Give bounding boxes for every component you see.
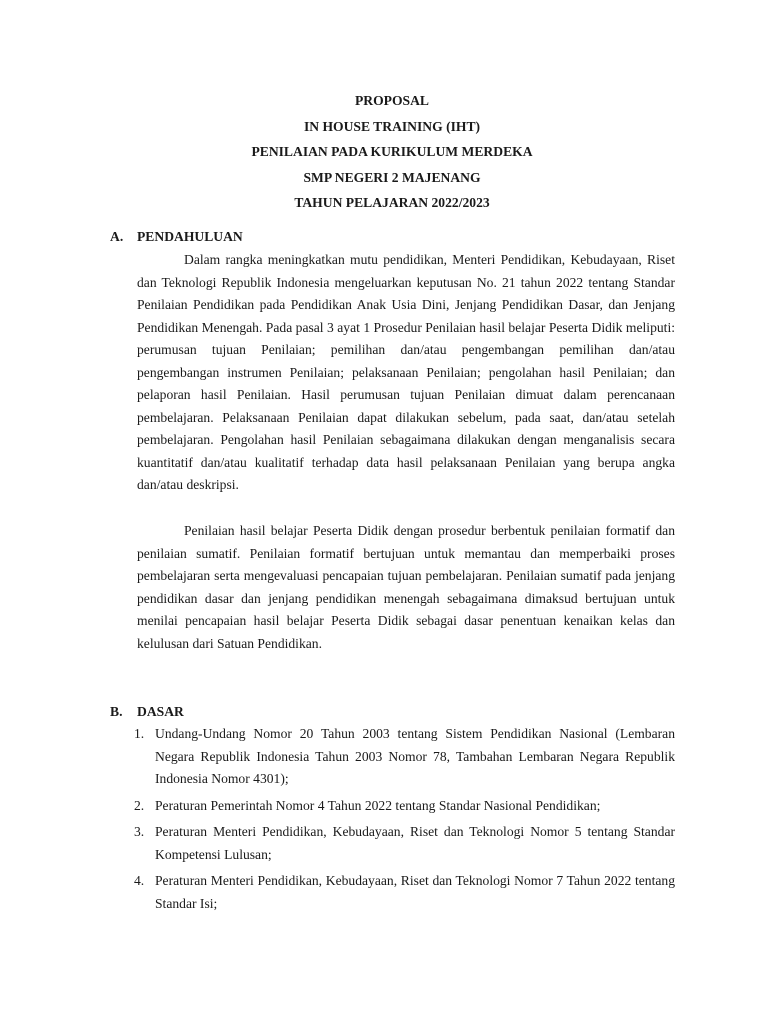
title-line-4: SMP NEGERI 2 MAJENANG (303, 169, 481, 185)
list-item (134, 870, 675, 915)
list-item-number: 4. (134, 873, 145, 888)
list-item (134, 795, 675, 818)
section-b-title: DASAR (137, 704, 184, 719)
section-a-paragraph-2: Penilaian hasil belajar Peserta Didik dengan prosedur berbentuk penilaian formatif dan penilaian sumatif. Penilaian formatif bertujuan untuk memantau dan memperbaiki proses pembelajaran serta mengevaluasi pencapaian tujuan pembelajaran. Penilaian sumatif pada jenjang pendidikan dasar dan jenjang pendidikan menengah sebagaimana dimaksud bertujuan untuk menilai pencapaian hasil belajar Peserta Didik sebagai dasar penentuan kenaikan kelas dan kelulusan dari Satuan Pendidikan. (137, 523, 675, 651)
section-a-heading (110, 228, 243, 246)
title-line-3: PENILAIAN PADA KURIKULUM MERDEKA (251, 144, 533, 159)
document-title (0, 88, 768, 216)
section-a-paragraph-1: Dalam rangka meningkatkan mutu pendidikan, Menteri Pendidikan, Kebudayaan, Riset dan Teknologi Republik Indonesia mengeluarkan keputusan No. 21 tahun 2022 tentang Standar Penilaian Pendidikan pada Pendidikan Anak Usia Dini, Jenjang Pendidikan Dasar, dan Jenjang Pendidikan Menengah. Pada pasal 3 ayat 1 Prosedur Penilaian hasil belajar Peserta Didik meliputi: perumusan tujuan Penilaian; pemilihan dan/atau pengembangan pemilihan dan/atau pengembangan instrumen Penilaian; pelaksanaan Penilaian; pengolahan hasil Penilaian; dan pelaporan hasil Penilaian. Hasil perumusan tujuan Penilaian dimuat dalam perencanaan pembelajaran. Pelaksanaan Penilaian dapat dilakukan sebelum, pada saat, dan/atau setelah pembelajaran. Pengolahan hasil Penilaian sebagaimana dilakukan dengan menganalisis secara kuantitatif dan/atau kualitatif terhadap data hasil pelaksanaan Penilaian yang berupa angka dan/atau deskripsi. (137, 252, 675, 493)
legal-basis-list (134, 723, 675, 919)
section-a-title: PENDAHULUAN (137, 229, 243, 244)
list-item-text: Peraturan Menteri Pendidikan, Kebudayaan, Riset dan Teknologi Nomor 5 tentang Standar Kompetensi Lulusan; (155, 824, 675, 862)
list-item (134, 821, 675, 866)
section-a-letter: A. (110, 229, 124, 244)
list-item-text: Peraturan Pemerintah Nomor 4 Tahun 2022 tentang Standar Nasional Pendidikan; (155, 797, 601, 813)
list-item-number: 1. (134, 726, 145, 741)
list-item-number: 3. (134, 824, 145, 839)
title-line-2: IN HOUSE TRAINING (IHT) (303, 118, 481, 134)
section-b-heading (110, 703, 184, 721)
list-item-text: Peraturan Menteri Pendidikan, Kebudayaan, Riset dan Teknologi Nomor 7 Tahun 2022 tentang Standar Isi; (155, 873, 675, 911)
section-b-letter: B. (110, 704, 123, 719)
list-item-text: Undang-Undang Nomor 20 Tahun 2003 tentang Sistem Pendidikan Nasional (Lembaran Negara Republik Indonesia Tahun 2003 Nomor 78, Tambahan Lembaran Negara Republik Indonesia Nomor 4301); (155, 726, 675, 786)
title-line-1: PROPOSAL (354, 93, 429, 108)
list-item-number: 2. (134, 797, 145, 813)
list-item (134, 723, 675, 791)
title-line-5: TAHUN PELAJARAN 2022/2023 (294, 195, 490, 210)
